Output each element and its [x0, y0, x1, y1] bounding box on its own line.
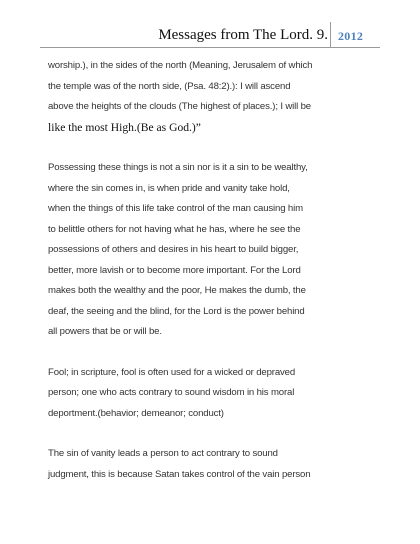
text-line: person; one who acts contrary to sound wisdom in his moral: [48, 387, 295, 398]
header-rule: [40, 47, 380, 48]
document-body: [48, 56, 378, 485]
paragraph: [48, 56, 378, 138]
text-line: Possessing these things is not a sin nor is it a sin to be wealthy,: [48, 162, 308, 173]
text-line: like the most High.(Be as God.)”: [48, 120, 201, 134]
text-line: when the things of this life take control of the man causing him: [48, 203, 303, 214]
text-line: makes both the wealthy and the poor, He makes the dumb, the: [48, 285, 306, 296]
text-line: possessions of others and desires in his heart to build bigger,: [48, 244, 299, 255]
header-year: 2012: [338, 29, 364, 43]
text-line: better, more lavish or to become more important. For the Lord: [48, 264, 301, 276]
text-line: the temple was of the north side, (Psa. 48:2).): I will ascend: [48, 80, 291, 92]
text-line: worship.), in the sides of the north (Meaning, Jerusalem of which: [48, 60, 313, 71]
text-line: Fool; in scripture, fool is often used for a wicked or depraved: [48, 366, 296, 378]
paragraph-gap: [48, 138, 378, 158]
paragraph-gap: [48, 424, 378, 444]
text-line: The sin of vanity leads a person to act contrary to sound: [48, 448, 278, 459]
header-divider: [330, 22, 331, 48]
paragraph: [48, 158, 378, 343]
page-header: [40, 22, 380, 48]
paragraph: [48, 363, 378, 425]
text-line: judgment, this is because Satan takes control of the vain person: [48, 468, 311, 480]
text-line: deaf, the seeing and the blind, for the Lord is the power behind: [48, 305, 305, 317]
text-line: above the heights of the clouds (The highest of places.); I will be: [48, 101, 311, 112]
text-line: where the sin comes in, is when pride and vanity take hold,: [48, 182, 290, 194]
text-line: all powers that be or will be.: [48, 326, 162, 337]
header-title: Messages from The Lord. 9.: [158, 27, 328, 43]
paragraph-gap: [48, 343, 378, 363]
paragraph: [48, 444, 378, 485]
text-line: deportment.(behavior; demeanor; conduct): [48, 407, 224, 419]
text-line: to belittle others for not having what he has, where he see the: [48, 223, 301, 235]
